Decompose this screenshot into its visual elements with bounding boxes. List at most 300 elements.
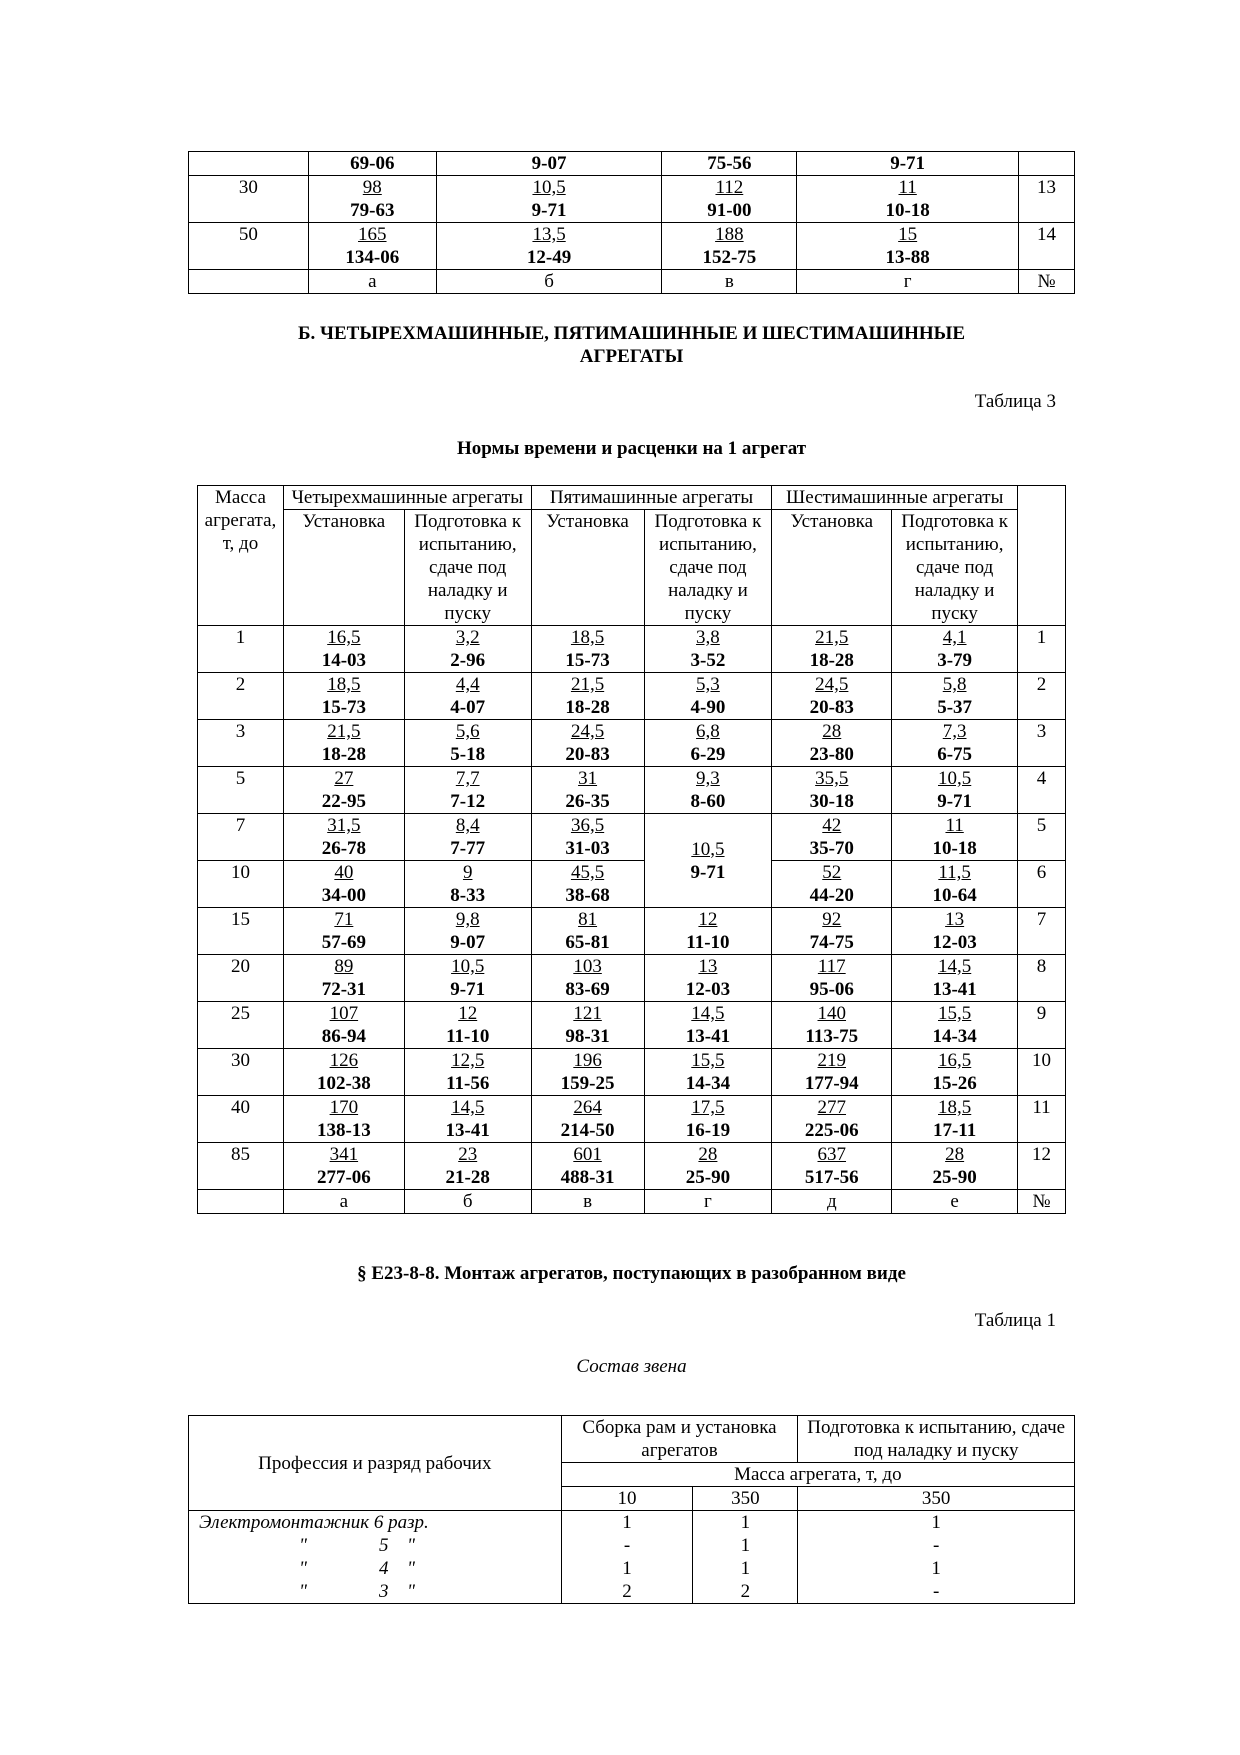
header-mass: Масса агрегата, т, до [198,486,284,626]
time-norm: 170 [329,1097,359,1118]
rate: 98-31 [565,1026,610,1047]
rate: 5-37 [937,697,973,718]
mass-cell: 1 [198,626,284,673]
time-norm: 9,3 [696,768,720,789]
rate: 152-75 [702,247,757,268]
rate: 25-90 [685,1167,731,1188]
row-number: 5 [1018,814,1066,861]
time-norm: 121 [573,1003,602,1024]
value-cell [283,955,404,1002]
time-norm: 10,5 [451,956,485,977]
header-prep: Подготовка к испытанию, сдаче под наладку и пуску [892,510,1018,626]
time-norm: 15,5 [691,1050,725,1071]
value-cell [283,720,404,767]
value-cell [436,223,662,270]
time-norm: 12,5 [451,1050,485,1071]
mass-cell: 7 [198,814,284,861]
column-letter [198,1190,284,1214]
mass-cell [189,152,309,176]
crew-profession-label: Электромонтажник 6 разр. [199,1512,429,1533]
value-cell [308,176,436,223]
value-cell [308,152,436,176]
time-norm: 14,5 [451,1097,485,1118]
value-cell [531,1002,644,1049]
rate: 15-73 [565,650,610,671]
time-norm: 16,5 [327,627,361,648]
crew-row [189,1557,1075,1580]
time-norm: 4,4 [455,674,480,695]
value-cell [283,861,404,908]
time-norm: 10,5 [938,768,972,789]
time-norm: 15 [898,224,918,245]
value-cell [436,152,662,176]
time-norm: 89 [334,956,354,977]
value-cell [283,1049,404,1096]
row-number: 8 [1018,955,1066,1002]
mass-cell: 30 [198,1049,284,1096]
value-cell [283,767,404,814]
value-cell [644,908,772,955]
value-cell [531,908,644,955]
rate: 517-56 [804,1167,859,1188]
value-cell [644,720,772,767]
value-cell [772,626,892,673]
column-letter: б [404,1190,531,1214]
time-norm: 13 [945,909,965,930]
value-cell [404,720,531,767]
value-cell [892,626,1018,673]
crew-grade-line [199,1534,415,1557]
row-number: 13 [1019,176,1075,223]
value-cell [772,908,892,955]
rate: 9-71 [937,791,973,812]
rate: 488-31 [560,1167,615,1188]
rate: 91-00 [707,200,752,221]
header-group-six: Шестимашинные агрегаты [772,486,1018,510]
time-norm: 21,5 [570,674,605,695]
rate: 18-28 [809,650,854,671]
value-cell [531,767,644,814]
value-cell [531,861,644,908]
rate: 13-41 [445,1120,490,1141]
table-row [189,176,1075,223]
value-cell [772,861,892,908]
value-cell [797,152,1019,176]
rate: 13-88 [885,247,930,268]
rate: 113-75 [805,1026,859,1047]
crew-header-mass: Масса агрегата, т, до [561,1463,1074,1487]
crew-count: 1 [693,1511,798,1535]
value-cell [797,223,1019,270]
table-row [189,223,1075,270]
table3-title: Нормы времени и расценки на 1 агрегат [456,438,807,459]
time-norm: 219 [817,1050,847,1071]
crew-profession [189,1534,562,1557]
crew-count: 1 [693,1557,798,1580]
time-norm: 6,8 [696,721,720,742]
time-norm: 28 [698,1144,718,1165]
rate: 31-03 [565,838,610,859]
value-cell [531,673,644,720]
table-row [198,861,1066,908]
rate: 5-18 [450,744,486,765]
crew-profession [189,1557,562,1580]
table-row [198,908,1066,955]
value-cell [772,720,892,767]
time-norm: 42 [822,815,842,836]
value-cell [892,673,1018,720]
rate: 8-33 [450,885,486,906]
time-norm: 14,5 [938,956,972,977]
rate: 9-71 [890,153,926,174]
value-cell [404,673,531,720]
rate: 2-96 [450,650,486,671]
rate: 20-83 [565,744,610,765]
crew-count: 1 [693,1534,798,1557]
crew-count: 2 [693,1580,798,1604]
time-norm: 3,8 [696,627,720,648]
column-letter: а [308,270,436,294]
section-b-title-line1: Б. ЧЕТЫРЕХМАШИННЫЕ, ПЯТИМАШИННЫЕ И ШЕСТИМАШИННЫЕ [297,323,965,344]
rate: 72-31 [321,979,367,1000]
rate: 9-71 [531,200,567,221]
time-norm: 18,5 [938,1097,972,1118]
rate: 30-18 [809,791,854,812]
mass-cell: 2 [198,673,284,720]
time-norm: 24,5 [570,721,605,742]
value-cell [892,814,1018,861]
value-cell [404,1143,531,1190]
value-cell [531,720,644,767]
rate: 177-94 [804,1073,859,1094]
time-norm: 12 [458,1003,478,1024]
value-cell [797,176,1019,223]
time-norm: 126 [329,1050,359,1071]
rate: 26-78 [321,838,367,859]
section-e23-title: § Е23-8-8. Монтаж агрегатов, поступающих в разобранном виде [357,1263,906,1284]
time-norm: 264 [573,1097,602,1118]
row-number: 14 [1019,223,1075,270]
rate: 16-19 [685,1120,731,1141]
time-norm: 5,6 [455,721,480,742]
table-row [198,626,1066,673]
ditto-mark: " [407,1558,415,1579]
column-letter: г [797,270,1019,294]
value-cell [892,720,1018,767]
value-cell [531,626,644,673]
rate: 18-28 [321,744,367,765]
mass-cell: 85 [198,1143,284,1190]
time-norm: 5,3 [696,674,720,695]
rate: 26-35 [565,791,610,812]
time-norm: 188 [715,224,744,245]
value-cell [644,1096,772,1143]
rate: 17-11 [932,1120,977,1141]
column-letter [189,270,309,294]
rate: 34-00 [321,885,367,906]
column-letter: в [531,1190,644,1214]
value-cell [404,908,531,955]
time-norm: 9 [462,862,473,883]
time-norm: 31 [578,768,598,789]
row-number [1019,152,1075,176]
rate: 9-07 [531,153,567,174]
value-cell [644,626,772,673]
column-letter: в [662,270,797,294]
time-norm: 31,5 [327,815,361,836]
value-cell [772,1143,892,1190]
row-number: 12 [1018,1143,1066,1190]
rate: 9-07 [450,932,486,953]
crew-grade-line [199,1580,415,1603]
time-norm: 36,5 [570,815,605,836]
rate: 7-77 [450,838,486,859]
section-b-heading [188,322,1075,368]
rate: 57-69 [321,932,367,953]
value-cell [892,767,1018,814]
value-cell [772,767,892,814]
crew-row [189,1580,1075,1604]
mass-cell: 20 [198,955,284,1002]
time-norm: 13,5 [532,224,566,245]
rate: 15-26 [932,1073,977,1094]
crew-profession [189,1580,562,1604]
crew-count: - [798,1580,1075,1604]
table-row [198,814,1066,861]
table-row [198,767,1066,814]
time-norm: 341 [329,1144,359,1165]
rate: 159-25 [560,1073,615,1094]
table-row [198,673,1066,720]
time-norm: 8,4 [455,815,480,836]
rate: 86-94 [321,1026,367,1047]
value-cell [644,1049,772,1096]
value-cell [892,861,1018,908]
row-number: 1 [1018,626,1066,673]
time-norm: 13 [698,956,718,977]
rate: 13-41 [932,979,977,1000]
crew-profession [189,1511,562,1535]
header-group-five: Пятимашинные агрегаты [531,486,772,510]
value-cell [644,814,772,908]
value-cell [404,1096,531,1143]
time-norm: 45,5 [570,862,605,883]
value-cell [531,1096,644,1143]
time-norm: 4,1 [942,627,967,648]
time-norm: 98 [362,177,382,198]
value-cell [404,814,531,861]
rate: 14-03 [321,650,367,671]
value-cell [644,673,772,720]
section-b-title-line2: АГРЕГАТЫ [579,346,684,367]
mass-cell: 3 [198,720,284,767]
table1-number: Таблица 1 [974,1310,1056,1331]
table-row [189,152,1075,176]
crew-row [189,1511,1075,1535]
time-norm: 81 [578,909,598,930]
value-cell [404,626,531,673]
time-norm: 11 [945,815,964,836]
header-no [1018,486,1066,626]
rate: 7-12 [450,791,486,812]
time-norm: 10,5 [532,177,566,198]
value-cell [283,626,404,673]
rate: 35-70 [809,838,854,859]
time-norm: 10,5 [691,838,725,860]
value-cell [404,1049,531,1096]
table3-number: Таблица 3 [974,391,1056,412]
rate: 3-79 [937,650,973,671]
crew-count: 1 [798,1557,1075,1580]
rate: 8-60 [690,791,726,812]
crew-grade: 4 [379,1558,389,1579]
crew-count: 1 [561,1511,693,1535]
rate: 11-10 [686,932,730,953]
value-cell [772,955,892,1002]
column-letter: д [772,1190,892,1214]
rate: 15-73 [321,697,367,718]
rate: 9-71 [450,979,486,1000]
rate: 20-83 [809,697,854,718]
crew-header-mass-350-prep: 350 [798,1487,1075,1511]
ditto-mark: " [407,1581,415,1602]
row-number: 3 [1018,720,1066,767]
time-norm: 12 [698,909,718,930]
row-number: 10 [1018,1049,1066,1096]
rate: 95-06 [809,979,854,1000]
value-cell [283,1096,404,1143]
rate: 69-06 [350,153,395,174]
time-norm: 71 [334,909,354,930]
crew-header-assembly: Сборка рам и установка агрегатов [561,1416,798,1463]
continuation-table [188,151,1075,294]
crew-header-mass-10: 10 [561,1487,693,1511]
crew-header-mass-350: 350 [693,1487,798,1511]
mass-cell: 40 [198,1096,284,1143]
time-norm: 14,5 [691,1003,725,1024]
value-cell [892,955,1018,1002]
rate: 10-64 [932,885,977,906]
time-norm: 35,5 [815,768,849,789]
time-norm: 27 [334,768,354,789]
mass-cell: 15 [198,908,284,955]
row-number: 2 [1018,673,1066,720]
value-cell [892,908,1018,955]
table-row [198,1002,1066,1049]
time-norm: 28 [822,721,842,742]
time-norm: 9,8 [455,909,480,930]
time-norm: 11,5 [938,862,971,883]
header-install: Установка [772,510,892,626]
value-cell [283,908,404,955]
value-cell [404,1002,531,1049]
time-norm: 18,5 [327,674,361,695]
crew-grade: 3 [379,1581,389,1602]
row-number: 9 [1018,1002,1066,1049]
table-row [198,1049,1066,1096]
time-norm: 24,5 [815,674,849,695]
time-norm: 165 [358,224,387,245]
value-cell [436,176,662,223]
row-number: 6 [1018,861,1066,908]
ditto-mark: " [299,1581,307,1602]
header-install: Установка [283,510,404,626]
column-letters-row [189,270,1075,294]
time-norm: 92 [822,909,842,930]
rate: 12-03 [685,979,731,1000]
time-norm: 601 [573,1144,602,1165]
value-cell [283,673,404,720]
column-letter: № [1019,270,1075,294]
ditto-mark: " [299,1535,307,1556]
time-norm: 23 [458,1144,478,1165]
crew-row [189,1534,1075,1557]
value-cell [772,673,892,720]
crew-count: 1 [561,1557,693,1580]
rate: 83-69 [565,979,610,1000]
value-cell [662,152,797,176]
value-cell [531,1143,644,1190]
header-install: Установка [531,510,644,626]
time-norm: 140 [817,1003,847,1024]
time-norm: 103 [573,956,602,977]
value-cell [283,814,404,861]
crew-count: - [561,1534,693,1557]
value-cell [662,176,797,223]
header-group-four: Четырехмашинные агрегаты [283,486,531,510]
column-letters-row [198,1190,1066,1214]
row-number: 7 [1018,908,1066,955]
value-cell [644,1002,772,1049]
value-cell [772,1096,892,1143]
value-cell [892,1096,1018,1143]
crew-header-profession: Профессия и разряд рабочих [189,1416,562,1511]
rate: 25-90 [932,1167,977,1188]
rate: 102-38 [316,1073,371,1094]
mass-cell: 25 [198,1002,284,1049]
mass-cell: 10 [198,861,284,908]
rate: 225-06 [804,1120,859,1141]
crew-count: - [798,1534,1075,1557]
value-cell [404,861,531,908]
time-norm: 112 [715,177,744,198]
mass-cell: 5 [198,767,284,814]
rate: 10-18 [932,838,977,859]
crew-count: 2 [561,1580,693,1604]
crew-grade: 5 [379,1535,389,1556]
time-norm: 7,7 [455,768,480,789]
rate: 6-29 [690,744,726,765]
rate: 38-68 [565,885,610,906]
value-cell [892,1143,1018,1190]
rate: 134-06 [345,247,400,268]
time-norm: 5,8 [942,674,967,695]
rate: 75-56 [707,153,752,174]
time-norm: 11 [898,177,917,198]
row-number: 11 [1018,1096,1066,1143]
column-letter: б [436,270,662,294]
mass-cell: 50 [189,223,309,270]
time-norm: 277 [817,1097,847,1118]
time-norm: 16,5 [938,1050,972,1071]
rate: 277-06 [316,1167,371,1188]
value-cell [283,1002,404,1049]
rate: 79-63 [350,200,395,221]
value-cell [662,223,797,270]
value-cell [644,955,772,1002]
time-norm: 52 [822,862,842,883]
rate: 3-52 [690,650,726,671]
